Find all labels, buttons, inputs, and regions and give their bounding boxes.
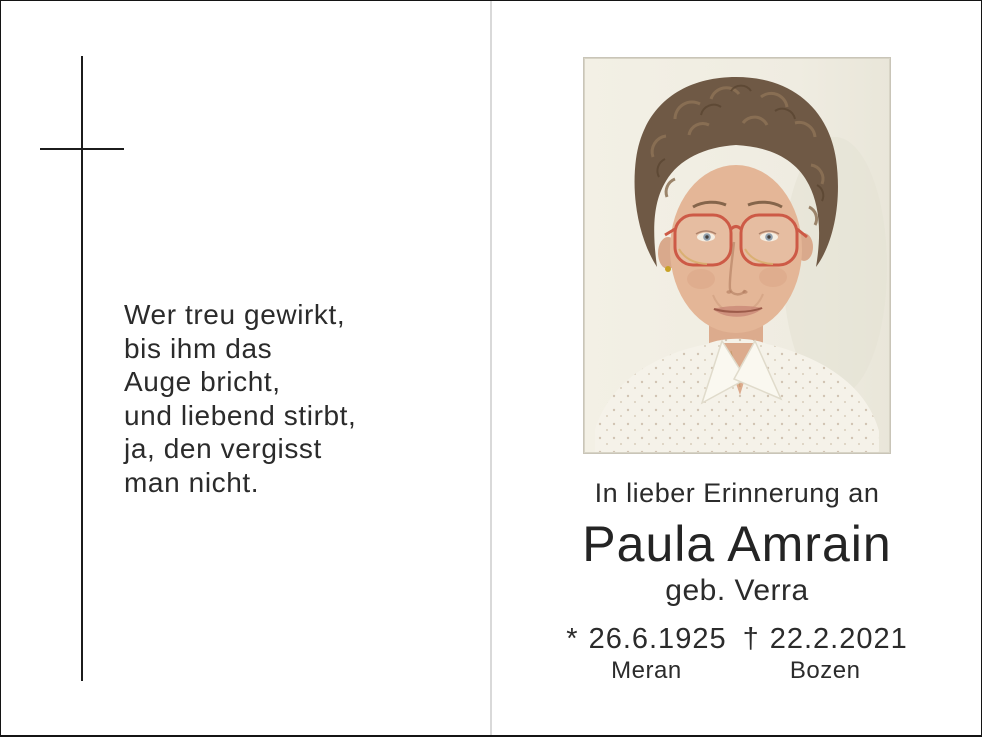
intro-text: In lieber Erinnerung an xyxy=(594,478,880,508)
birth-entry xyxy=(566,623,726,685)
birth-place: Meran xyxy=(611,657,682,684)
poem-line: Auge bricht, xyxy=(124,366,281,397)
deceased-name: Paula Amrain xyxy=(582,516,892,572)
birth-symbol: * xyxy=(566,623,579,655)
death-entry xyxy=(743,623,908,685)
cross-icon-bar xyxy=(40,148,124,150)
portrait-photo-art xyxy=(583,57,891,454)
death-symbol: † xyxy=(742,623,760,655)
death-date: 22.2.2021 xyxy=(769,623,908,655)
poem-line: Wer treu gewirkt, xyxy=(124,299,346,330)
death-place: Bozen xyxy=(789,657,861,684)
poem-line: bis ihm das xyxy=(124,332,273,364)
life-dates xyxy=(492,623,982,685)
poem-line: ja, den vergisst xyxy=(124,433,322,464)
birth-date: 26.6.1925 xyxy=(588,623,727,655)
portrait-photo xyxy=(583,57,891,454)
poem xyxy=(124,298,356,499)
poem-line: und liebend stirbt, xyxy=(124,399,357,431)
poem-line: man nicht. xyxy=(124,466,260,498)
maiden-name: geb. Verra xyxy=(665,574,809,607)
